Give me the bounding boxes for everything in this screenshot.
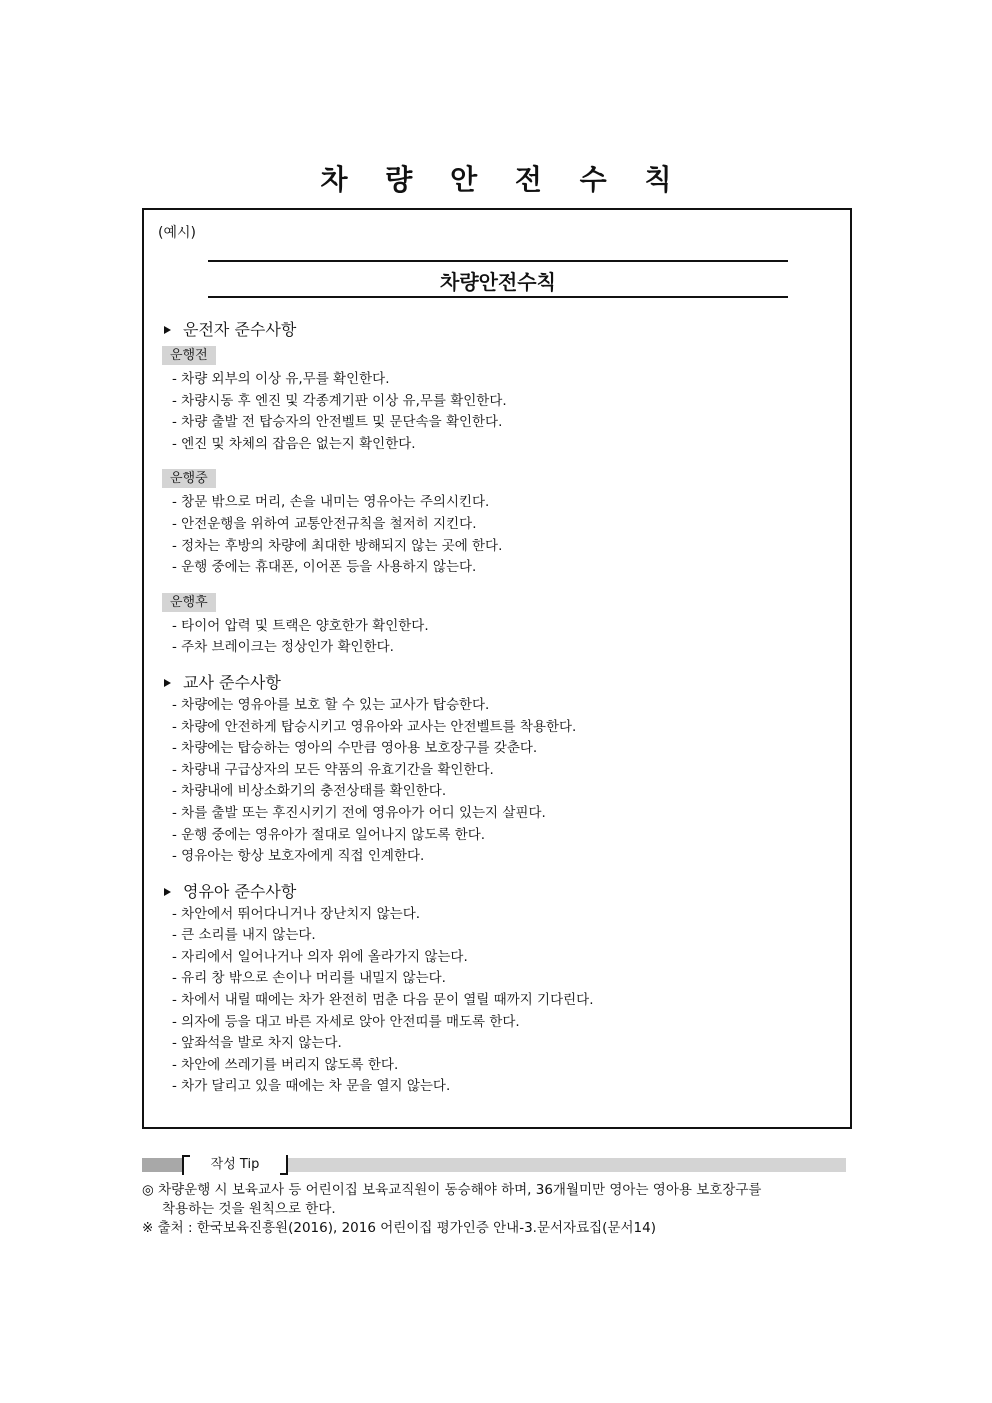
section-heading-text: 교사 준수사항 — [183, 672, 281, 692]
tip-bar-accent — [142, 1158, 182, 1172]
list-item: - 앞좌석을 발로 차지 않는다. — [172, 1035, 342, 1052]
rules-content — [162, 318, 834, 1110]
list-item: - 차량내에 비상소화기의 충전상태를 확인한다. — [172, 783, 447, 800]
list-item: - 차량에는 탑승하는 영아의 수만큼 영아용 보호장구를 갖춘다. — [172, 740, 538, 757]
list-item: - 차량시동 후 엔진 및 각종계기판 이상 유,무를 확인한다. — [172, 392, 507, 409]
tip-label: 작성 Tip — [210, 1157, 260, 1172]
subsection-label: 운행중 — [162, 469, 216, 488]
list-item: - 차에서 내릴 때에는 차가 완전히 멈춘 다음 문이 열릴 때까지 기다린다. — [172, 992, 594, 1009]
title-rule-bottom — [208, 296, 788, 298]
list-item: - 큰 소리를 내지 않는다. — [172, 927, 316, 944]
subsection-while-driving — [162, 465, 834, 578]
section-heading-text: 운전자 준수사항 — [183, 320, 297, 339]
source-note: ※ 출처 : 한국보육진흥원(2016), 2016 어린이집 평가인증 안내-3.문서자료집(문서14) — [142, 1220, 656, 1236]
list-item: - 차량에는 영유아를 보호 할 수 있는 교사가 탑승한다. — [172, 696, 490, 713]
item-list — [162, 369, 834, 455]
section-heading — [162, 671, 834, 695]
list-item: - 의자에 등을 대고 바른 자세로 앉아 안전띠를 매도록 한다. — [172, 1013, 520, 1030]
list-item: - 차량내 구급상자의 모든 약품의 유효기간을 확인한다. — [172, 761, 494, 778]
list-item: - 차량 외부의 이상 유,무를 확인한다. — [172, 371, 390, 387]
list-item: - 정차는 후방의 차량에 최대한 방해되지 않는 곳에 한다. — [172, 537, 503, 554]
list-item: - 안전운행을 위하여 교통안전규칙을 철저히 지킨다. — [172, 515, 477, 532]
section-driver — [162, 318, 834, 659]
section-teacher — [162, 671, 834, 868]
page-title: 차 량 안 전 수 칙 — [320, 163, 686, 196]
list-item: - 유리 창 밖으로 손이나 머리를 내밀지 않는다. — [172, 970, 446, 987]
list-item: - 차안에서 뛰어다니거나 장난치지 않는다. — [172, 905, 421, 922]
tip-bar — [142, 1158, 846, 1172]
list-item: - 운행 중에는 휴대폰, 이어폰 등을 사용하지 않는다. — [172, 559, 477, 576]
subsection-before-driving — [162, 342, 834, 455]
list-item: - 차안에 쓰레기를 버리지 않도록 한다. — [172, 1056, 399, 1073]
list-item: - 차를 출발 또는 후진시키기 전에 영유아가 어디 있는지 살핀다. — [172, 804, 546, 821]
note-line-continued: 착용하는 것을 원칙으로 한다. — [162, 1201, 336, 1217]
example-frame — [142, 208, 852, 1129]
item-list — [162, 695, 834, 868]
subsection-label: 운행전 — [162, 346, 216, 365]
subsection-after-driving — [162, 589, 834, 659]
item-list — [162, 904, 834, 1098]
note-line: ◎ 차량운행 시 보육교사 등 어린이집 보육교직원이 동승해야 하며, 36개월미만 영아는 영아용 보호장구를 — [142, 1182, 762, 1198]
list-item: - 자리에서 일어나거나 의자 위에 올라가지 않는다. — [172, 948, 468, 965]
list-item: - 창문 밖으로 머리, 손을 내미는 영유아는 주의시킨다. — [172, 494, 490, 511]
list-item: - 엔진 및 차체의 잡음은 없는지 확인한다. — [172, 435, 416, 452]
bracket-left-icon — [182, 1155, 190, 1175]
list-item: - 차량 출발 전 탑승자의 안전벨트 및 문단속을 확인한다. — [172, 414, 503, 431]
list-item: - 운행 중에는 영유아가 절대로 일어나지 않도록 한다. — [172, 826, 486, 843]
tip-label-box — [182, 1155, 288, 1175]
bracket-right-icon — [280, 1155, 288, 1175]
triangle-bullet-icon — [164, 679, 171, 687]
inner-title: 차량안전수칙 — [440, 270, 556, 294]
list-item: - 영유아는 항상 보호자에게 직접 인계한다. — [172, 848, 425, 865]
list-item: - 차가 달리고 있을 때에는 차 문을 열지 않는다. — [172, 1078, 451, 1095]
triangle-bullet-icon — [164, 888, 171, 896]
section-heading-text: 영유아 준수사항 — [183, 881, 297, 901]
list-item: - 주차 브레이크는 정상인가 확인한다. — [172, 639, 394, 656]
section-heading — [162, 318, 834, 342]
list-item: - 차량에 안전하게 탑승시키고 영유아와 교사는 안전벨트를 착용한다. — [172, 718, 577, 735]
section-heading — [162, 880, 834, 904]
list-item: - 타이어 압력 및 트랙은 양호한가 확인한다. — [172, 617, 429, 634]
item-list — [162, 492, 834, 578]
triangle-bullet-icon — [164, 326, 171, 334]
section-child — [162, 880, 834, 1098]
subsection-label: 운행후 — [162, 593, 216, 612]
title-rule-top — [208, 260, 788, 262]
item-list — [162, 616, 834, 659]
example-label: (예시) — [158, 225, 196, 241]
notes — [142, 1181, 852, 1238]
